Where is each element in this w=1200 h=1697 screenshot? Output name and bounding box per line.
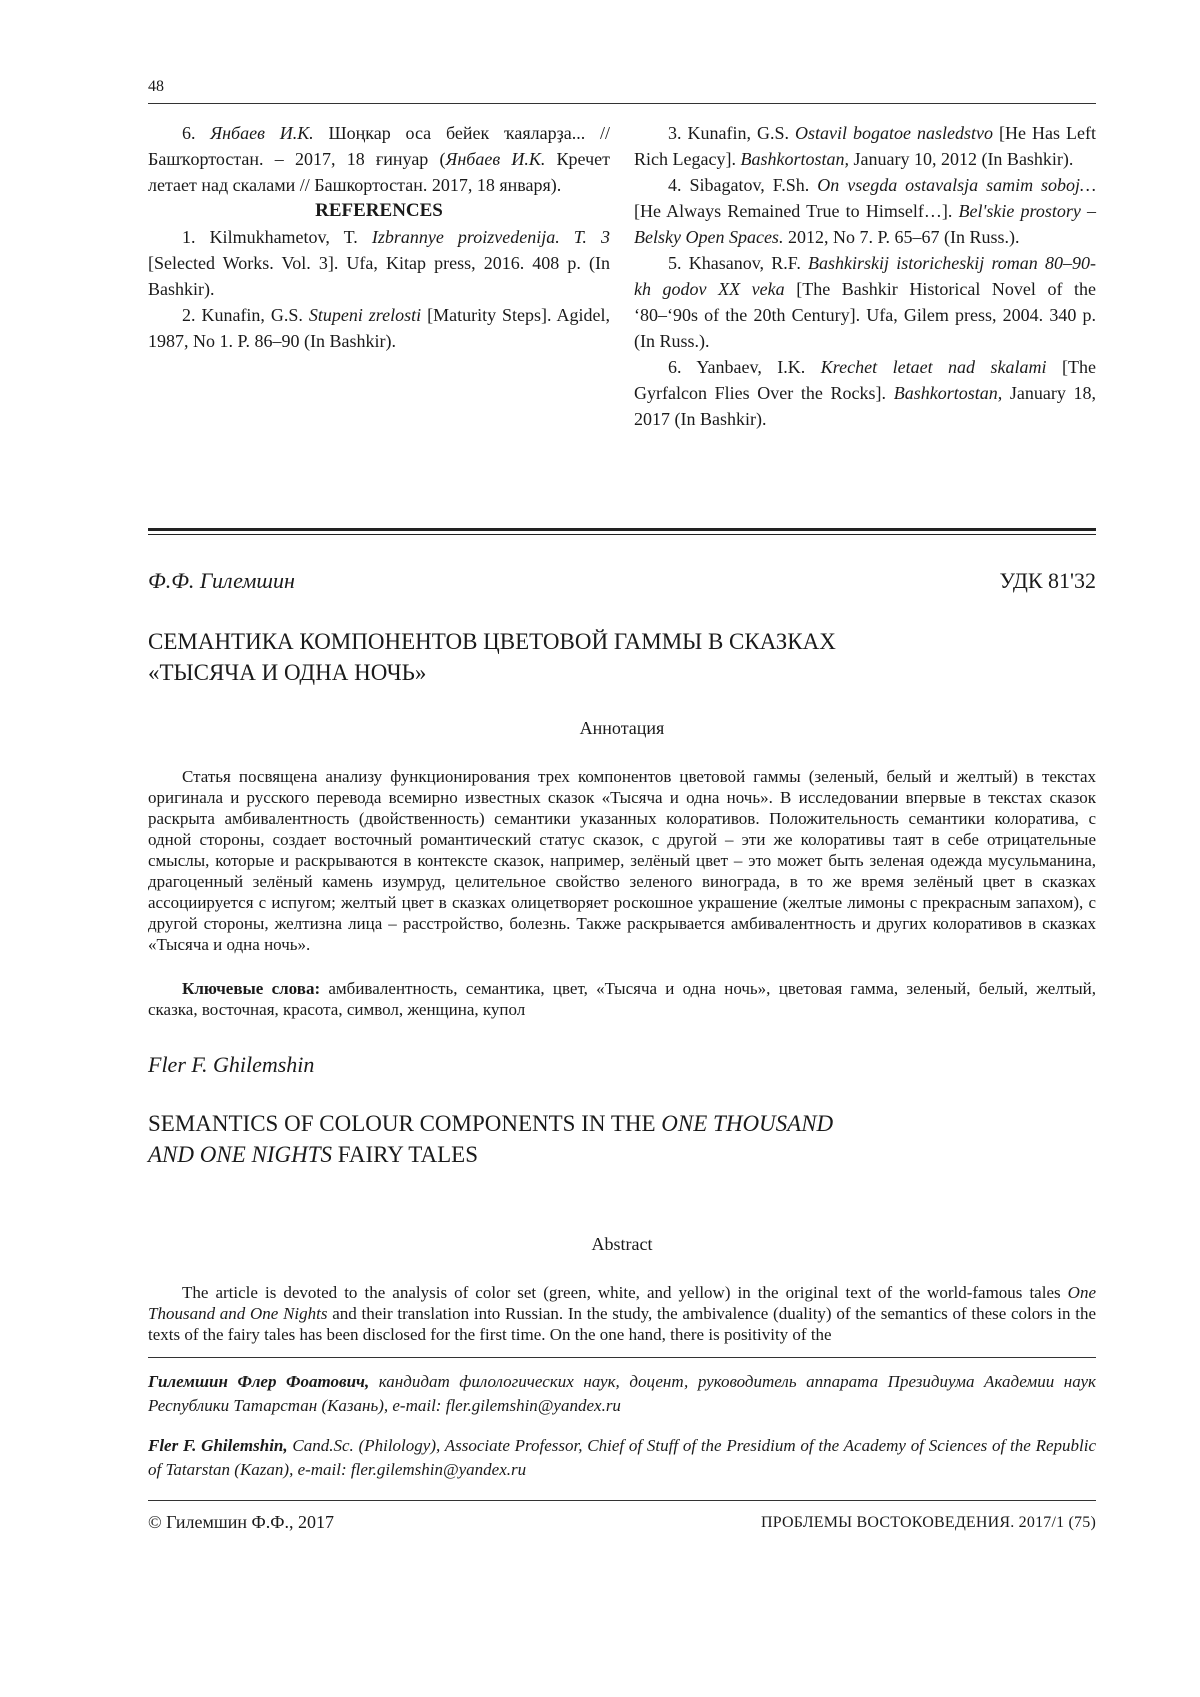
keywords-label: Ключевые слова: [182, 979, 321, 998]
abstract-en: The article is devoted to the analysis of color set (green, white, and yellow) in the original text of the world-famous tales One Thousand and One Nights and their translation into Russian. In the study, the ambivalence (duality) of the semantics of these colors in the texts of the fairy tales has been disclosed for the first time. On the one hand, there is positivity of the [148, 1283, 1097, 1344]
footer-rule [148, 1500, 1096, 1501]
author-en: Fler F. Ghilemshin [148, 1052, 315, 1077]
references-left-column [148, 120, 610, 354]
journal-name: ПРОБЛЕМЫ ВОСТОКОВЕДЕНИЯ. 2017/1 (75) [760, 1514, 1096, 1531]
reference-3: 3. Kunafin, G.S. Ostavil bogatoe nasledstvo [He Has Left Rich Legacy]. Bashkortostan, January 10, 2012 (In Bashkir). [634, 123, 1097, 169]
reference-1: 1. Kilmukhametov, T. Izbrannye proizvedenija. T. 3 [Selected Works. Vol. 3]. Ufa, Kitap press, 2016. 408 p. (In Bashkir). [148, 227, 610, 299]
annotation-heading: Аннотация [579, 718, 665, 738]
page-number: 48 [148, 78, 164, 95]
author-ru: Ф.Ф. Гилемшин [148, 568, 295, 593]
reference-6: 6. Yanbaev, I.K. Krechet letaet nad skalami [The Gyrfalcon Flies Over the Rocks]. Bashkortostan, January 18, 2017 (In Bashkir). [634, 357, 1097, 429]
references-heading: REFERENCES [315, 200, 443, 221]
references-right-column [634, 120, 1096, 432]
reference-ru-6: 6. Янбаев И.К. Шоңкар оса бейек ҡаяларҙа... // Башҡортостан. – 2017, 18 ғинуар (Янбаев И.К. Кречет летает над скалами // Башкортостан. 2017, 18 января). [148, 123, 611, 195]
author-bio-en: Fler F. Ghilemshin, Cand.Sc. (Philology), Associate Professor, Chief of Stuff of the Presidium of the Academy of Sciences of the Republic of Tatarstan (Kazan), e-mail: fler.gilemshin@yandex.ru [148, 1436, 1096, 1479]
bio-divider [148, 1357, 1096, 1358]
article-title-ru: СЕМАНТИКА КОМПОНЕНТОВ ЦВЕТОВОЙ ГАММЫ В СКАЗКАХ «ТЫСЯЧА И ОДНА НОЧЬ» [148, 629, 836, 685]
author-bio-ru: Гилемшин Флер Фоатович, кандидат филологических наук, доцент, руководитель аппарата Президиума Академии наук Республики Татарстан (Казань), e-mail: fler.gilemshin@yandex.ru [148, 1372, 1096, 1415]
header-rule [148, 103, 1096, 104]
abstract-heading: Abstract [591, 1234, 653, 1254]
annotation-ru: Статья посвящена анализу функционирования трех компонентов цветовой гаммы (зеленый, белый и желтый) в текстах оригинала и русского перевода всемирно известных сказок «Тысяча и одна ночь». В исследовании впервые в текстах сказок раскрыта амбивалентность (двойственность) семантики указанных колоративов. Положительность семантики колоратива, с одной стороны, создает восточный романтический статус сказок, с другой – эти же колоративы таят в себе отрицательные смыслы, которые и раскрываются в контексте сказок, например, зелёный цвет – это может быть зеленая одежда мусульманина, драгоценный зелёный камень изумруд, целительное свойство зеленого винограда, в то же время зелёный цвет в сказках ассоциируется с испугом; желтый цвет в сказках олицетворяет роскошное украшение (желтые лимоны с прекрасным запахом), с другой стороны, желтизна лица – расстройство, болезнь. Также раскрывается амбивалентность и других колоративов в сказках «Тысяча и одна ночь». [148, 767, 1096, 954]
reference-4: 4. Sibagatov, F.Sh. On vsegda ostavalsja samim soboj… [He Always Remained True to Himself…]. Bel'skie prostory – Belsky Open Spaces. 2012, No 7. P. 65–67 (In Russ.). [634, 175, 1097, 247]
udk-code: УДК 81'32 [999, 568, 1096, 593]
keywords-ru: Ключевые слова: амбивалентность, семантика, цвет, «Тысяча и одна ночь», цветовая гамма, зеленый, белый, желтый, сказка, восточная, красота, символ, женщина, купол [148, 979, 1097, 1019]
article-title-en: SEMANTICS OF COLOUR COMPONENTS IN THE ONE THOUSAND AND ONE NIGHTS FAIRY TALES [148, 1111, 834, 1167]
copyright: © Гилемшин Ф.Ф., 2017 [148, 1512, 334, 1532]
reference-5: 5. Khasanov, R.F. Bashkirskij istoricheskij roman 80–90-kh godov XX veka [The Bashkir Historical Novel of the ‘80–‘90s of the 20th Century]. Ufa, Gilem press, 2004. 340 p. (In Russ.). [634, 253, 1097, 351]
reference-2: 2. Kunafin, G.S. Stupeni zrelosti [Maturity Steps]. Agidel, 1987, No 1. P. 86–90 (In Bashkir). [148, 305, 610, 351]
section-divider-thin [148, 534, 1096, 535]
section-divider [148, 528, 1096, 531]
